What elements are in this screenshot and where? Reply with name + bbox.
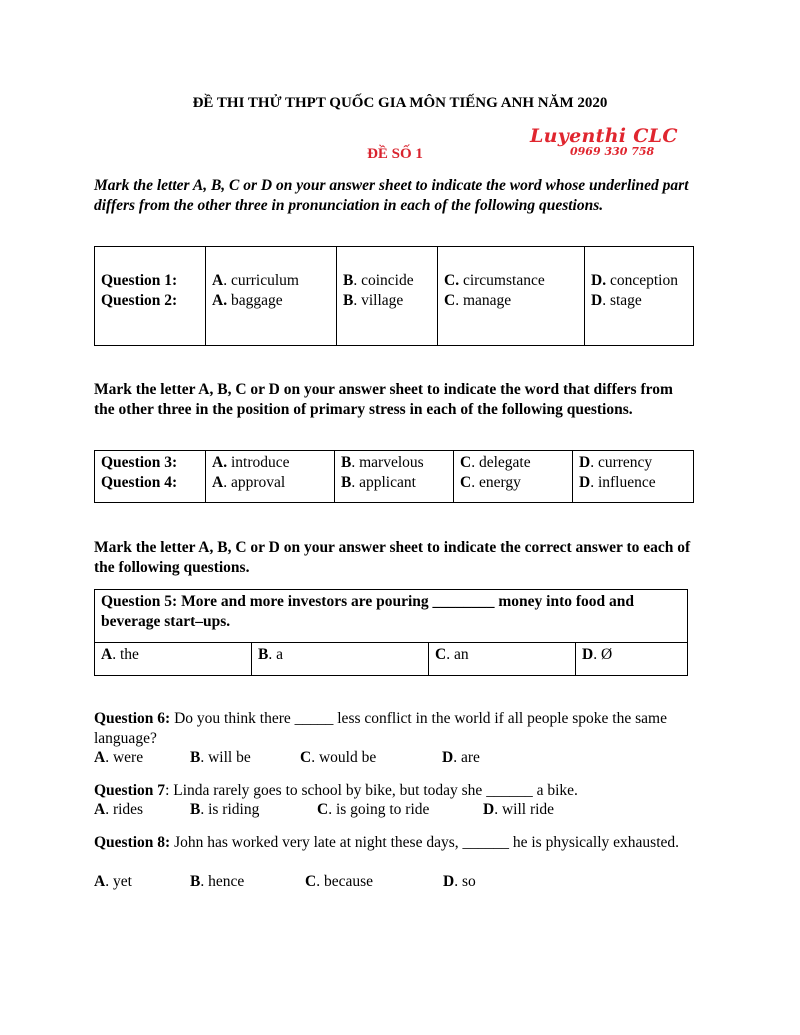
option-d-cell [573, 451, 694, 503]
option-d: D. currency [579, 454, 653, 471]
option-c: C. delegate [460, 454, 531, 471]
option-a: A. introduce [212, 454, 290, 471]
option-b: B. coincide [343, 272, 414, 289]
question-7-options [94, 800, 694, 820]
section1-instruction: Mark the letter A, B, C or D on your answer sheet to indicate the word whose underlined part differs from the other three in pronunciation in each of the following questions. [94, 177, 689, 214]
option-b: B. will be [190, 749, 251, 766]
option-b: B. is riding [190, 801, 260, 818]
option-d: D. conception [591, 272, 678, 289]
option-c: C. would be [300, 749, 377, 766]
question-label: Question 3: [101, 454, 178, 471]
option-a: A. rides [94, 801, 144, 818]
option-c: C. manage [444, 291, 512, 309]
option-c: C. circumstance [444, 272, 545, 289]
option-c-cell [438, 247, 585, 346]
logo-phone: 0969 330 758 [570, 145, 655, 158]
question-label: Question 2: [101, 291, 178, 309]
question-8-options [94, 872, 694, 892]
option-a: A. curriculum [212, 272, 299, 289]
question-6-options [94, 748, 694, 768]
option-b: B. village [343, 291, 404, 309]
option-a-cell [206, 451, 335, 503]
exam-number: ĐỀ SỐ 1 [367, 146, 423, 162]
section1-table [94, 246, 694, 346]
option-c: C. energy [460, 473, 521, 491]
option-a-cell [206, 247, 337, 346]
option-d-cell [585, 247, 694, 346]
question-7-stem: Question 7: Linda rarely goes to school by bike, but today she ______ a bike. [94, 782, 578, 799]
option-c: C. an [429, 643, 576, 676]
option-a: A. approval [212, 473, 286, 491]
option-d: D. Ø [576, 643, 688, 676]
logo-name: Luyenthi CLC [530, 125, 678, 147]
question-5-stem: Question 5: More and more investors are pouring ________ money into food and beverage start–ups. [95, 590, 688, 643]
question-labels-cell [95, 451, 206, 503]
option-a: A. yet [94, 873, 132, 890]
option-b-cell [335, 451, 454, 503]
page-title: ĐỀ THI THỬ THPT QUỐC GIA MÔN TIẾNG ANH NĂM 2020 [192, 95, 608, 111]
question-6-stem: Question 6: Do you think there _____ less conflict in the world if all people spoke the same language? [94, 710, 667, 747]
logo [530, 126, 680, 158]
option-c: C. because [305, 873, 374, 890]
section2-table [94, 450, 694, 503]
option-c: C. is going to ride [317, 801, 430, 818]
option-d: D. will ride [483, 801, 555, 818]
option-a: A. were [94, 749, 144, 766]
option-d: D. so [443, 873, 476, 890]
option-b: B. a [252, 643, 429, 676]
option-c-cell [454, 451, 573, 503]
option-d: D. are [442, 749, 480, 766]
question-5-table [94, 589, 688, 676]
option-b: B. applicant [341, 473, 416, 491]
option-a: A. the [95, 643, 252, 676]
option-a: A. baggage [212, 291, 283, 309]
option-b: B. marvelous [341, 454, 424, 471]
section2-instruction: Mark the letter A, B, C or D on your answer sheet to indicate the word that differs from the other three in the position of primary stress in each of the following questions. [94, 381, 673, 418]
option-b-cell [337, 247, 438, 346]
option-d: D. stage [591, 291, 642, 309]
question-8-stem: Question 8: John has worked very late at night these days, ______ he is physically exhausted. [94, 834, 680, 851]
question-labels-cell [95, 247, 206, 346]
question-label: Question 1: [101, 272, 178, 289]
section3-instruction: Mark the letter A, B, C or D on your answer sheet to indicate the correct answer to each of the following questions. [94, 539, 691, 576]
option-d: D. influence [579, 473, 656, 491]
option-b: B. hence [190, 873, 245, 890]
question-label: Question 4: [101, 473, 178, 491]
